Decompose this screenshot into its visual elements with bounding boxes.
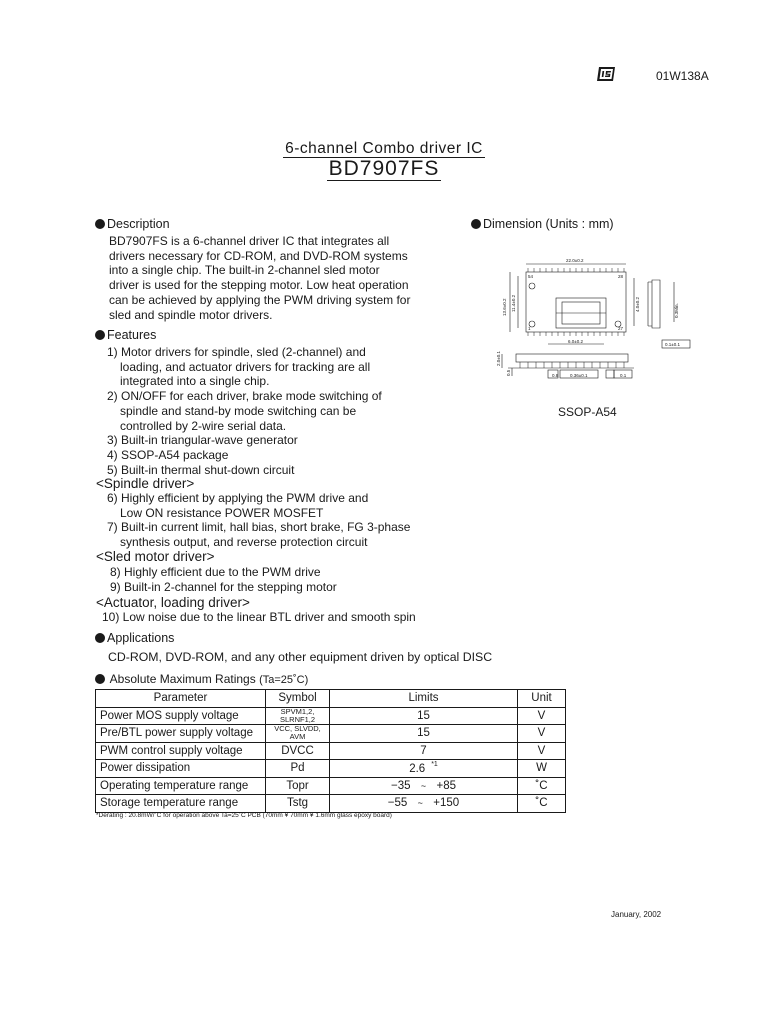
document-title: BD7907FS <box>328 157 440 180</box>
dim-label: 4.0±0.2 <box>635 297 640 312</box>
dim-label: 2.0±0.1 <box>496 351 501 366</box>
table-cell: VCC, SLVDD, AVM <box>266 725 330 743</box>
description-line: sled and spindle motor drivers. <box>109 307 273 322</box>
table-cell: V <box>518 707 566 725</box>
feature-item: 3) Built-in triangular-wave generator <box>107 433 298 448</box>
range-separator: ~ <box>420 780 427 791</box>
dim-label: 0.1 <box>620 373 627 378</box>
table-cell: 7 <box>330 742 518 760</box>
table-cell: SPVM1,2, SLRNF1,2 <box>266 707 330 725</box>
table-cell: Power MOS supply voltage <box>96 707 266 725</box>
publication-date: January, 2002 <box>611 910 662 919</box>
table-cell: 15 <box>330 725 518 743</box>
ratings-table <box>95 689 566 813</box>
limit-min: −35 <box>390 779 411 792</box>
feature-item: 4) SSOP-A54 package <box>107 447 229 462</box>
applications-heading: Applications <box>95 631 174 645</box>
limit-value: 2.6 <box>409 763 426 776</box>
feature-item: integrated into a single chip. <box>120 374 270 389</box>
ratings-condition: (Ta=25˚C) <box>259 674 309 686</box>
feature-item: 6) Highly efficient by applying the PWM drive and <box>107 491 369 505</box>
table-cell: Topr <box>266 777 330 795</box>
bullet-icon <box>95 219 105 229</box>
rohm-logo-icon <box>596 66 616 82</box>
features-list <box>107 345 382 477</box>
footnote-mark: *1 <box>431 761 438 769</box>
dim-label: 0.5 <box>506 369 511 376</box>
package-name: SSOP-A54 <box>558 405 617 419</box>
table-row <box>96 795 566 813</box>
dim-label: 13.6±0.2 <box>502 298 507 316</box>
table-cell: PWM control supply voltage <box>96 742 266 760</box>
table-cell: Pd <box>266 760 330 778</box>
dim-label: 11.4±0.2 <box>511 294 516 312</box>
description-heading: Description <box>95 217 170 231</box>
table-row <box>96 725 566 743</box>
feature-item: 2) ON/OFF for each driver, brake mode switching of <box>107 389 382 404</box>
document-number: 01W138A <box>656 69 709 83</box>
table-row <box>96 777 566 795</box>
table-cell: V <box>518 725 566 743</box>
feature-item: 7) Built-in current limit, hall bias, short brake, FG 3-phase <box>107 520 411 535</box>
dim-label: 0.36±0.1 <box>570 373 588 378</box>
table-cell: Pre/BTL power supply voltage <box>96 725 266 743</box>
table-row <box>96 707 566 725</box>
feature-item: loading, and actuator drivers for tracking are all <box>120 359 371 374</box>
dim-label: 6.0±0.2 <box>568 339 583 344</box>
description-body <box>109 234 410 322</box>
dim-label: 1 <box>528 326 531 331</box>
feature-item: 8) Highly efficient due to the PWM drive <box>110 565 321 579</box>
bullet-icon <box>95 633 105 643</box>
feature-item: 1) Motor drivers for spindle, sled (2-channel) and <box>107 345 366 359</box>
table-cell <box>330 795 518 813</box>
document-subtitle: 6-channel Combo driver IC <box>285 140 483 157</box>
column-header: Unit <box>518 690 566 708</box>
range-separator: ~ <box>417 798 423 809</box>
actuator-driver-heading: <Actuator, loading driver> <box>96 595 250 610</box>
table-header-row <box>96 690 566 708</box>
description-line: drivers necessary for CD-ROM, and DVD-ROM systems <box>109 248 408 263</box>
bullet-icon <box>471 219 481 229</box>
table-cell: DVCC <box>266 742 330 760</box>
table-cell: W <box>518 760 566 778</box>
feature-item: 9) Built-in 2-channel for the stepping motor <box>110 579 337 594</box>
dim-label: 0.8 <box>552 373 559 378</box>
applications-text: CD-ROM, DVD-ROM, and any other equipment driven by optical DISC <box>108 650 493 664</box>
derating-note: *Derating : 20.8mW/˚C for operation above Ta=25˚C PCB (70mm ¥ 70mm ¥ 1.6mm glass epoxy board) <box>96 812 392 819</box>
table-cell: V <box>518 742 566 760</box>
description-line: BD7907FS is a 6-channel driver IC that integrates all <box>109 234 390 248</box>
table-cell: ˚C <box>518 795 566 813</box>
description-line: into a single chip. The built-in 2-channel sled motor <box>109 263 380 278</box>
table-cell <box>330 777 518 795</box>
features-heading: Features <box>95 328 156 342</box>
column-header: Parameter <box>96 690 266 708</box>
dim-label: 0.1±0.1 <box>665 342 680 347</box>
description-line: can be achieved by applying the PWM driving system for <box>109 292 411 307</box>
feature-item: controlled by 2-wire serial data. <box>120 418 287 433</box>
spindle-driver-heading: <Spindle driver> <box>96 476 195 491</box>
limit-max: +150 <box>433 797 460 810</box>
dim-label: 54 <box>528 274 534 279</box>
sled-driver-heading: <Sled motor driver> <box>96 549 215 564</box>
spindle-driver-list <box>107 491 410 550</box>
table-cell: 15 <box>330 707 518 725</box>
dim-label: 22.0±0.2 <box>566 258 584 263</box>
description-line: driver is used for the stepping motor. Low heat operation <box>109 278 409 293</box>
bullet-icon <box>95 330 105 340</box>
table-row <box>96 760 566 778</box>
table-cell: Operating temperature range <box>96 777 266 795</box>
table-cell: Power dissipation <box>96 760 266 778</box>
bullet-icon <box>95 674 105 684</box>
package-dimension-drawing <box>494 258 694 383</box>
sled-driver-list <box>110 565 337 594</box>
actuator-driver-list <box>102 610 416 625</box>
feature-item: synthesis output, and reverse protection circuit <box>120 535 368 550</box>
column-header: Symbol <box>266 690 330 708</box>
feature-item: spindle and stand-by mode switching can be <box>120 403 357 418</box>
feature-item: 5) Built-in thermal shut-down circuit <box>107 462 295 477</box>
ratings-heading: Absolute Maximum Ratings (Ta=25˚C) <box>95 672 308 686</box>
feature-item: Low ON resistance POWER MOSFET <box>120 505 324 520</box>
table-cell: ˚C <box>518 777 566 795</box>
limit-min: −55 <box>387 797 408 810</box>
limit-max: +85 <box>436 779 457 792</box>
column-header: Limits <box>330 690 518 708</box>
table-row <box>96 742 566 760</box>
table-cell: Storage temperature range <box>96 795 266 813</box>
feature-item: 10) Low noise due to the linear BTL driver and smooth spin <box>102 610 416 624</box>
dim-label: 27 <box>618 326 624 331</box>
dim-label: 28 <box>618 274 624 279</box>
dim-label: 0.3Min. <box>674 303 679 318</box>
dimension-heading: Dimension (Units : mm) <box>471 217 614 231</box>
table-cell: Tstg <box>266 795 330 813</box>
table-cell <box>330 760 518 778</box>
